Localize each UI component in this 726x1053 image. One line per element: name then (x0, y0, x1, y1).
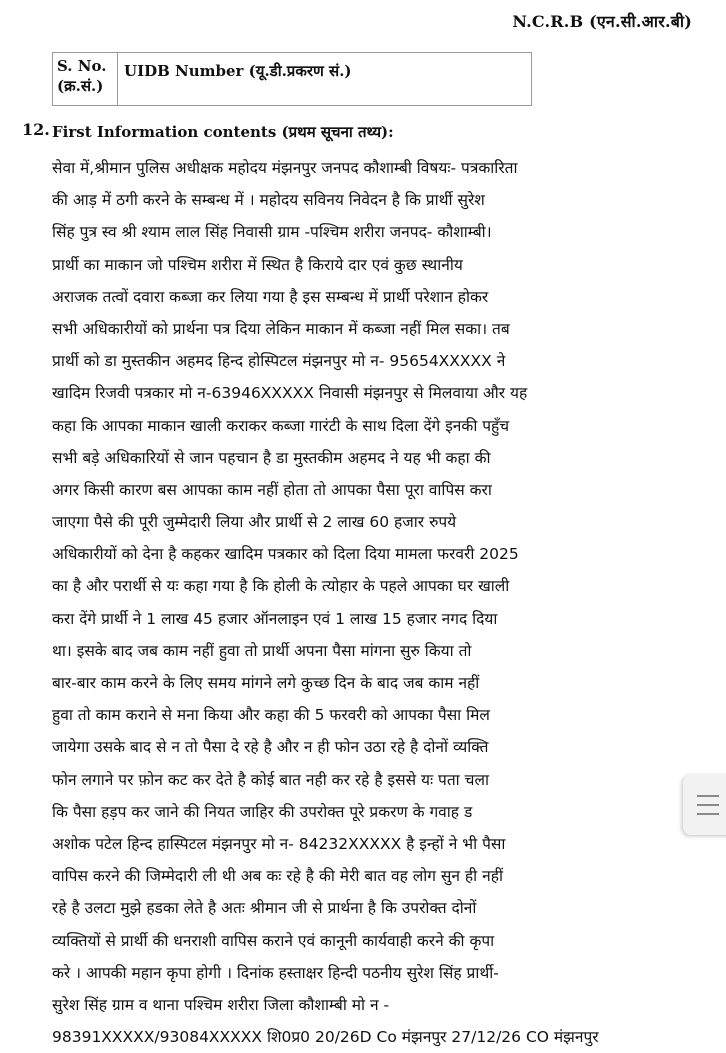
content-line: बार-बार काम करने के लिए समय मांगने लगे कुच्छ दिन के बाद जब काम नहीं (52, 674, 480, 692)
content-line: व्यक्तियों से प्रार्थी की धनराशी वापिस कराने एवं कानूनी कार्यवाही करने की कृपा (52, 931, 495, 950)
content-line: 98391XXXXX/93084XXXXX शि0प्र0 20/26D Co मंझनपुर 27/12/26 CO मंझनपुर (52, 1028, 599, 1047)
content-line: करा देंगे प्रार्थी ने 1 लाख 45 हजार ऑनलाइन एवं 1 लाख 15 हजार नगद दिया (52, 609, 498, 628)
content-line: हुवा तो काम कराने से मना किया और कहा की 5 फरवरी को आपका पैसा मिल (52, 706, 490, 725)
content-line: जायेगा उसके बाद से न तो पैसा दे रहे है और न ही फोन उठा रहे है दोनों व्यक्ति (52, 738, 489, 757)
section-number: 12. (22, 120, 50, 139)
serial-number-label-hi: (क्र.सं.) (57, 77, 104, 95)
content-line: सभी बड़े अधिकारियों से जान पहचान है डा मुस्तकीम अहमद ने यह भी कहा की (52, 448, 491, 467)
content-line: कि पैसा हड़प कर जाने की नियत जाहिर की उपरोक्त पूरे प्रकरण के गवाह ड (52, 802, 473, 821)
content-line: करे । आपकी महान कृपा होगी । दिनांक हस्ताक्षर हिन्दी पठनीय सुरेश सिंह प्रार्थी- (52, 963, 499, 982)
content-line: सभी अधिकारीयों को प्रार्थना पत्र दिया लेकिन माकान में कब्जा नहीं मिल सका। तब (52, 319, 510, 338)
content-line: था। इसके बाद जब काम नहीं हुवा तो प्रार्थी अपना पैसा मांगना सुरु किया तो (52, 641, 472, 660)
uidb-number-label: UIDB Number (यू.डी.प्रकरण सं.) (124, 62, 352, 80)
content-line: प्रार्थी को डा मुस्तकीन अहमद हिन्द होस्पिटल मंझनपुर मो न- 95654XXXXX ने (52, 352, 506, 371)
menu-line-icon (697, 804, 719, 806)
side-drawer-handle[interactable] (683, 775, 726, 835)
content-line: वापिस करने की जिम्मेदारी ली थी अब कः रहे है की मेरी बात वह लोग सुन ही नहीं (52, 867, 503, 886)
content-line: फोन लगाने पर फ़ोन कट कर देते है कोई बात नही कर रहे है इससे यः पता चला (52, 770, 489, 789)
content-line: सेवा में,श्रीमान पुलिस अधीक्षक महोदय मंझनपुर जनपद कौशाम्बी विषयः- पत्रकारिता (52, 159, 518, 177)
content-line: अराजक तत्वों दवारा कब्जा कर लिया गया है इस सम्बन्ध में प्रार्थी परेशान होकर (52, 287, 489, 306)
section-title: First Information contents (प्रथम सूचना तथ्य): (52, 123, 394, 141)
content-line: खादिम रिजवी पत्रकार मो न-63946XXXXX निवासी मंझनपुर से मिलवाया और यह (52, 384, 528, 403)
content-line: की आड़ में ठगी करने के सम्बन्ध में । महोदय सविनय निवेदन है कि प्रार्थी सुरेश (52, 191, 485, 210)
content-line: सुरेश सिंह ग्राम व थाना पश्चिम शरीरा जिला कौशाम्बी मो न - (52, 995, 390, 1014)
content-line: प्रार्थी का माकान जो पश्चिम शरीरा में स्थित है किराये दार एवं कुछ स्थानीय (52, 255, 463, 274)
content-line: अधिकारीयों को देना है कहकर खादिम पत्रकार को दिला दिया मामला फरवरी 2025 (52, 545, 519, 564)
content-line: अगर किसी कारण बस आपका काम नहीं होता तो आपका पैसा पूरा वापिस करा (52, 480, 492, 499)
content-line: जाएगा पैसे की पूरी जुम्मेदारी लिया और प्रार्थी से 2 लाख 60 हजार रुपये (52, 513, 457, 532)
serial-number-label-en: S. No. (57, 57, 107, 75)
serial-number-cell (53, 53, 118, 106)
uidb-number-cell (118, 53, 532, 106)
content-line: सिंह पुत्र स्व श्री श्याम लाल सिंह निवासी ग्राम -पश्चिम शरीरा जनपद- कौशाम्बी। (52, 223, 492, 242)
menu-line-icon (697, 795, 719, 797)
content-line: अशोक पटेल हिन्द हास्पिटल मंझनपुर मो न- 84232XXXXX है इन्हों ने भी पैसा (52, 834, 506, 853)
uidb-table (52, 52, 532, 106)
header-org-title: N.C.R.B (एन.सी.आर.बी) (512, 12, 692, 31)
menu-line-icon (697, 813, 719, 815)
first-information-content (52, 152, 692, 1053)
content-line: का है और परार्थी से यः कहा गया है कि होली के त्योहार के पहले आपका घर खाली (52, 577, 510, 596)
content-line: रहे है उलटा मुझे हडका लेते है अतः श्रीमान जी से प्रार्थना है कि उपरोक्त दोनों (52, 899, 477, 918)
content-line: कहा कि आपका माकान खाली कराकर कब्जा गारंटी के साथ दिला देंगे इनकी पहुँच (52, 416, 510, 435)
